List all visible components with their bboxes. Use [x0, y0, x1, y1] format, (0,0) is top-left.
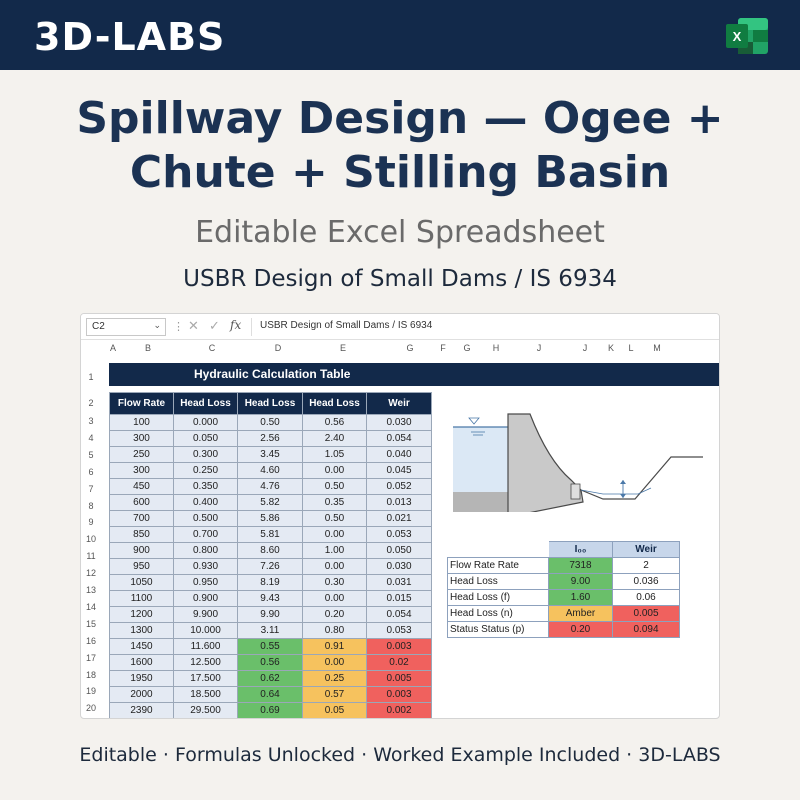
table-cell[interactable]: 9.90 [238, 607, 303, 623]
summary-row [448, 574, 680, 590]
table-row [110, 607, 432, 623]
stilling-basin-outline [581, 457, 703, 499]
table-cell[interactable]: 0.930 [174, 559, 238, 575]
column-header[interactable]: A [109, 343, 116, 353]
table-cell[interactable]: 0.25 [303, 671, 367, 687]
row-header[interactable]: 20 [85, 703, 96, 714]
brand-logo-text: 3D-LABS [34, 15, 226, 59]
table-cell[interactable]: 0.030 [367, 559, 432, 575]
table-cell[interactable]: 0.052 [367, 479, 432, 495]
table-cell[interactable]: 0.030 [367, 415, 432, 431]
table-cell[interactable]: 7.26 [238, 559, 303, 575]
header-head-loss-1[interactable]: Head Loss [174, 393, 238, 415]
table-cell[interactable]: 0.300 [174, 447, 238, 463]
table-row [110, 543, 432, 559]
table-row [110, 591, 432, 607]
table-cell[interactable]: 0.002 [367, 703, 432, 719]
table-cell[interactable]: 0.031 [367, 575, 432, 591]
formula-bar [81, 314, 719, 340]
row-header[interactable]: 14 [85, 601, 96, 612]
summary-value[interactable]: Amber [549, 606, 613, 622]
ground-left [453, 492, 508, 512]
spreadsheet-window [80, 313, 720, 719]
table-cell[interactable]: 0.003 [367, 639, 432, 655]
table-cell[interactable]: 0.700 [174, 527, 238, 543]
row-header[interactable]: 3 [88, 416, 94, 426]
cancel-icon[interactable]: ✕ [188, 318, 199, 333]
table-cell[interactable]: 1100 [110, 591, 174, 607]
table-cell[interactable]: 1.00 [303, 543, 367, 559]
column-header[interactable]: K [607, 343, 614, 353]
table-cell[interactable]: 0.400 [174, 495, 238, 511]
table-cell[interactable]: 300 [110, 463, 174, 479]
name-box-value: C2 [92, 321, 105, 332]
table-row [110, 687, 432, 703]
table-title-banner: Hydraulic Calculation Table [109, 363, 719, 386]
column-header[interactable]: B [144, 343, 151, 353]
row-header[interactable]: 12 [85, 568, 96, 579]
row-header[interactable]: 11 [86, 551, 96, 562]
table-cell[interactable]: 0.57 [303, 687, 367, 703]
table-cell[interactable]: 11.600 [174, 639, 238, 655]
summary-value[interactable]: 0.094 [613, 622, 680, 638]
table-cell[interactable]: 850 [110, 527, 174, 543]
row-header[interactable]: 10 [85, 534, 96, 545]
table-cell[interactable]: 1450 [110, 639, 174, 655]
table-cell[interactable]: 100 [110, 415, 174, 431]
column-header[interactable]: G [463, 343, 471, 353]
table-row [110, 671, 432, 687]
table-row [110, 639, 432, 655]
summary-label[interactable]: Head Loss (n) [448, 606, 549, 622]
table-cell[interactable]: 2.56 [238, 431, 303, 447]
table-cell[interactable]: 0.015 [367, 591, 432, 607]
summary-row [448, 590, 680, 606]
top-banner [0, 0, 800, 70]
table-cell[interactable]: 0.05 [303, 703, 367, 719]
more-options-icon: ⋮ [173, 321, 184, 333]
table-cell[interactable]: 2.40 [303, 431, 367, 447]
table-cell[interactable]: 0.56 [303, 415, 367, 431]
table-cell[interactable]: 5.86 [238, 511, 303, 527]
column-header[interactable]: G [406, 343, 414, 353]
table-cell[interactable]: 0.50 [303, 511, 367, 527]
row-header[interactable]: 4 [88, 432, 94, 443]
table-cell[interactable]: 0.62 [238, 671, 303, 687]
table-cell[interactable]: 9.43 [238, 591, 303, 607]
column-header[interactable]: M [653, 343, 661, 353]
table-cell[interactable]: 0.64 [238, 687, 303, 703]
title-line-2: Chute + Stilling Basin [129, 147, 671, 198]
table-cell[interactable]: 0.350 [174, 479, 238, 495]
table-cell[interactable]: 10.000 [174, 623, 238, 639]
table-row [110, 431, 432, 447]
table-cell[interactable]: 0.35 [303, 495, 367, 511]
summary-label[interactable]: Head Loss (f) [448, 590, 549, 606]
table-cell[interactable]: 1300 [110, 623, 174, 639]
column-header[interactable]: C [208, 343, 216, 353]
table-cell[interactable]: 0.040 [367, 447, 432, 463]
summary-value[interactable]: 2 [613, 558, 680, 574]
summary-row [448, 606, 680, 622]
table-cell[interactable]: 0.91 [303, 639, 367, 655]
table-cell[interactable]: 0.003 [367, 687, 432, 703]
footer-tagline: Editable · Formulas Unlocked · Worked Example Included · 3D-LABS [79, 744, 721, 766]
table-cell[interactable]: 0.000 [174, 415, 238, 431]
summary-value[interactable]: 0.005 [613, 606, 680, 622]
table-cell[interactable]: 0.30 [303, 575, 367, 591]
table-row [110, 511, 432, 527]
summary-header-row [448, 542, 680, 558]
table-cell[interactable]: 0.021 [367, 511, 432, 527]
row-header[interactable]: 18 [85, 669, 96, 680]
summary-value[interactable]: 0.20 [549, 622, 613, 638]
table-cell[interactable]: 0.800 [174, 543, 238, 559]
table-cell[interactable]: 0.013 [367, 495, 432, 511]
table-header-row [110, 393, 432, 415]
header-flow-rate[interactable]: Flow Rate [110, 393, 174, 415]
table-cell[interactable]: 0.053 [367, 623, 432, 639]
column-header[interactable]: H [492, 343, 500, 353]
svg-text:X: X [732, 29, 742, 44]
table-cell[interactable]: 0.900 [174, 591, 238, 607]
subtitle: Editable Excel Spreadsheet [195, 215, 605, 250]
column-header[interactable]: J [582, 343, 588, 353]
summary-label[interactable]: Head Loss [448, 574, 549, 590]
chevron-down-icon[interactable]: ⌄ [153, 320, 161, 330]
table-cell[interactable]: 0.950 [174, 575, 238, 591]
hydraulic-table [109, 392, 432, 719]
table-cell[interactable]: 8.60 [238, 543, 303, 559]
excel-icon [724, 16, 770, 56]
table-cell[interactable]: 3.11 [238, 623, 303, 639]
table-cell[interactable]: 300 [110, 431, 174, 447]
title-line-1: Spillway Design — Ogee + [76, 93, 724, 144]
row-header[interactable]: 6 [88, 466, 94, 477]
table-row [110, 447, 432, 463]
spillway-profile-diagram [453, 402, 703, 512]
table-row [110, 559, 432, 575]
table-cell[interactable]: 3.45 [238, 447, 303, 463]
toe-block [571, 484, 580, 499]
table-cell[interactable]: 9.900 [174, 607, 238, 623]
header-weir[interactable]: Weir [367, 393, 432, 415]
formula-input[interactable]: USBR Design of Small Dams / IS 6934 [251, 318, 717, 336]
header-head-loss-2[interactable]: Head Loss [238, 393, 303, 415]
table-cell[interactable]: 0.00 [303, 559, 367, 575]
table-cell[interactable]: 0.053 [367, 527, 432, 543]
table-cell[interactable]: 250 [110, 447, 174, 463]
name-box[interactable] [86, 318, 166, 336]
table-cell[interactable]: 0.00 [303, 527, 367, 543]
row-header[interactable]: 16 [85, 635, 96, 646]
table-cell[interactable]: 900 [110, 543, 174, 559]
column-header[interactable]: J [536, 343, 542, 353]
table-row [110, 655, 432, 671]
table-cell[interactable]: 0.054 [367, 607, 432, 623]
table-cell[interactable]: 0.20 [303, 607, 367, 623]
table-cell[interactable]: 0.054 [367, 431, 432, 447]
table-row [110, 527, 432, 543]
summary-value[interactable]: 1.60 [549, 590, 613, 606]
summary-header-i00[interactable]: I₀₀ [549, 542, 613, 558]
enter-check-icon[interactable]: ✓ [209, 318, 220, 333]
table-cell[interactable]: 17.500 [174, 671, 238, 687]
table-cell[interactable]: 0.56 [238, 655, 303, 671]
table-cell[interactable]: 0.50 [303, 479, 367, 495]
row-header[interactable]: 5 [88, 449, 94, 460]
table-row [110, 703, 432, 719]
table-cell[interactable]: 950 [110, 559, 174, 575]
row-header[interactable]: 17 [85, 652, 96, 663]
table-cell[interactable]: 0.50 [238, 415, 303, 431]
table-cell[interactable]: 8.19 [238, 575, 303, 591]
summary-row [448, 558, 680, 574]
table-cell[interactable]: 1200 [110, 607, 174, 623]
arrow-head-down [620, 494, 626, 498]
summary-value[interactable]: 0.06 [613, 590, 680, 606]
summary-row [448, 622, 680, 638]
table-cell[interactable]: 4.60 [238, 463, 303, 479]
summary-table [447, 541, 680, 638]
column-header[interactable]: E [339, 343, 346, 353]
summary-label[interactable]: Flow Rate Rate [448, 558, 549, 574]
page-title [0, 92, 800, 200]
column-header[interactable]: L [628, 343, 634, 353]
insert-function-icon[interactable]: fx [230, 318, 242, 332]
table-cell[interactable]: 0.500 [174, 511, 238, 527]
row-header[interactable]: 13 [85, 585, 96, 595]
row-header[interactable]: 19 [85, 686, 96, 697]
table-cell[interactable]: 1.05 [303, 447, 367, 463]
tailwater-surface [581, 488, 651, 494]
table-cell[interactable]: 0.050 [174, 431, 238, 447]
table-cell[interactable]: 29.500 [174, 703, 238, 719]
table-row [110, 575, 432, 591]
column-header[interactable]: D [274, 343, 282, 353]
table-cell[interactable]: 1050 [110, 575, 174, 591]
row-header[interactable]: 2 [88, 398, 94, 408]
table-row [110, 479, 432, 495]
table-cell[interactable]: 5.81 [238, 527, 303, 543]
table-cell[interactable]: 600 [110, 495, 174, 511]
table-row [110, 623, 432, 639]
table-cell[interactable]: 4.76 [238, 479, 303, 495]
table-cell[interactable]: 0.005 [367, 671, 432, 687]
row-header[interactable]: 15 [85, 618, 96, 629]
table-cell[interactable]: 0.250 [174, 463, 238, 479]
table-cell[interactable]: 0.045 [367, 463, 432, 479]
table-cell[interactable]: 0.00 [303, 591, 367, 607]
summary-value[interactable]: 0.036 [613, 574, 680, 590]
summary-label[interactable]: Status Status (p) [448, 622, 549, 638]
table-cell[interactable]: 2390 [110, 703, 174, 719]
water-level-marker-icon [469, 418, 479, 424]
table-cell[interactable]: 0.80 [303, 623, 367, 639]
standard-reference: USBR Design of Small Dams / IS 6934 [183, 266, 617, 292]
arrow-head-up [620, 480, 626, 484]
table-cell[interactable]: 0.00 [303, 655, 367, 671]
row-header[interactable]: 8 [88, 500, 94, 511]
summary-value[interactable]: 7318 [549, 558, 613, 574]
table-cell[interactable]: 0.55 [238, 639, 303, 655]
table-cell[interactable]: 0.050 [367, 543, 432, 559]
table-cell[interactable]: 450 [110, 479, 174, 495]
table-cell[interactable]: 12.500 [174, 655, 238, 671]
table-row [110, 463, 432, 479]
table-row [110, 415, 432, 431]
table-cell[interactable]: 0.02 [367, 655, 432, 671]
row-header[interactable]: 7 [88, 483, 94, 494]
table-row [110, 495, 432, 511]
header-head-loss-3[interactable]: Head Loss [303, 393, 367, 415]
table-cell[interactable]: 1950 [110, 671, 174, 687]
table-cell[interactable]: 18.500 [174, 687, 238, 703]
column-header[interactable]: F [440, 343, 446, 353]
summary-header-weir[interactable]: Weir [613, 542, 680, 558]
reservoir-water [453, 427, 508, 492]
table-cell[interactable]: 5.82 [238, 495, 303, 511]
table-cell[interactable]: 1600 [110, 655, 174, 671]
summary-value[interactable]: 9.00 [549, 574, 613, 590]
table-cell[interactable]: 0.00 [303, 463, 367, 479]
table-cell[interactable]: 700 [110, 511, 174, 527]
summary-header-blank [448, 542, 549, 558]
table-cell[interactable]: 0.69 [238, 703, 303, 719]
row-header[interactable]: 1 [88, 372, 94, 382]
row-header[interactable]: 9 [88, 517, 94, 528]
table-cell[interactable]: 2000 [110, 687, 174, 703]
